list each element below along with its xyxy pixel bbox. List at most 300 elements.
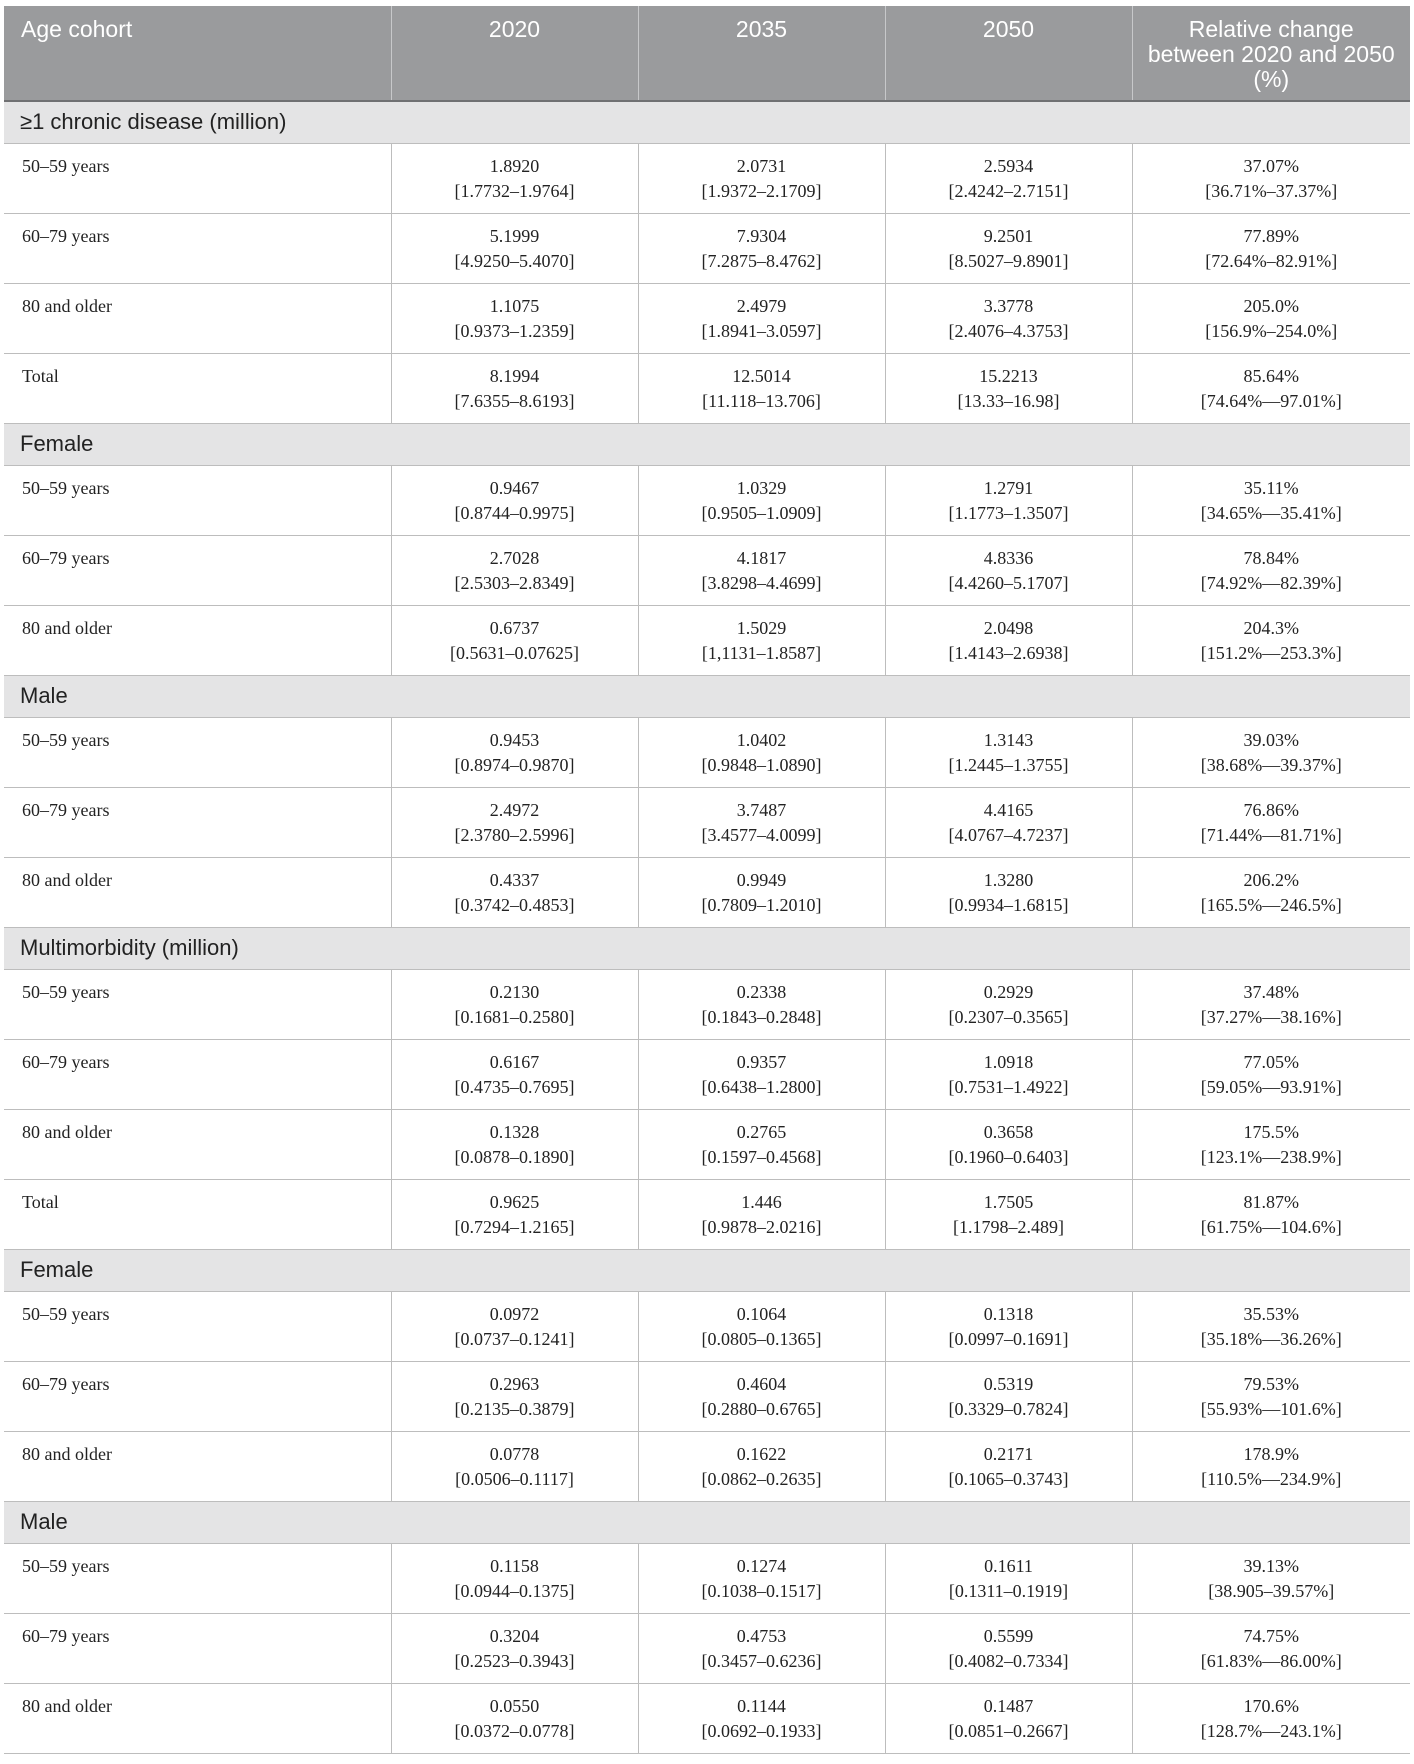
value-2020-estimate: 0.2130 bbox=[489, 981, 540, 1002]
value-2020-interval: [1.7732–1.9764] bbox=[454, 180, 575, 201]
value-2020-estimate: 0.1158 bbox=[490, 1555, 539, 1576]
value-2035-estimate: 0.9949 bbox=[736, 869, 787, 890]
value-2020-estimate: 2.7028 bbox=[489, 547, 540, 568]
relative-change-cell bbox=[1132, 213, 1410, 283]
value-2035-estimate: 0.2765 bbox=[736, 1121, 787, 1142]
value-2035-estimate: 2.4979 bbox=[736, 295, 787, 316]
projection-table bbox=[4, 6, 1410, 1754]
value-2020-estimate: 5.1999 bbox=[489, 225, 540, 246]
table-row bbox=[4, 1039, 1410, 1109]
section-title: ≥1 chronic disease (million) bbox=[4, 101, 1410, 143]
relative-change-estimate: 39.03% bbox=[1243, 729, 1299, 750]
value-2020-cell bbox=[391, 969, 638, 1039]
relative-change-estimate: 175.5% bbox=[1243, 1121, 1299, 1142]
relative-change-cell bbox=[1132, 1039, 1410, 1109]
age-cohort-label: 80 and older bbox=[4, 857, 391, 927]
value-2035-estimate: 7.9304 bbox=[736, 225, 787, 246]
table-row bbox=[4, 605, 1410, 675]
age-cohort-label: Total bbox=[4, 353, 391, 423]
relative-change-estimate: 35.53% bbox=[1243, 1303, 1299, 1324]
value-2035-interval: [0.6438–1.2800] bbox=[701, 1076, 822, 1097]
value-2020-cell bbox=[391, 1613, 638, 1683]
table-row bbox=[4, 1613, 1410, 1683]
value-2020-cell bbox=[391, 535, 638, 605]
relative-change-cell bbox=[1132, 535, 1410, 605]
value-2035-cell bbox=[638, 465, 885, 535]
value-2050-interval: [0.1311–0.1919] bbox=[948, 1580, 1069, 1601]
value-2050-estimate: 1.3143 bbox=[983, 729, 1034, 750]
value-2050-cell bbox=[885, 213, 1132, 283]
value-2035-cell bbox=[638, 1179, 885, 1249]
relative-change-interval: [36.71%–37.37%] bbox=[1205, 180, 1338, 201]
relative-change-cell bbox=[1132, 1179, 1410, 1249]
value-2035-cell bbox=[638, 1109, 885, 1179]
relative-change-estimate: 37.07% bbox=[1243, 155, 1299, 176]
value-2035-cell bbox=[638, 143, 885, 213]
relative-change-interval: [38.68%—39.37%] bbox=[1200, 754, 1342, 775]
table-row bbox=[4, 717, 1410, 787]
relative-change-interval: [55.93%—101.6%] bbox=[1200, 1398, 1342, 1419]
age-cohort-label: 50–59 years bbox=[4, 969, 391, 1039]
value-2035-interval: [11.118–13.706] bbox=[702, 390, 821, 411]
relative-change-interval: [128.7%—243.1%] bbox=[1200, 1720, 1342, 1741]
value-2020-interval: [0.0878–0.1890] bbox=[454, 1146, 575, 1167]
age-cohort-label: 60–79 years bbox=[4, 1039, 391, 1109]
age-cohort-label: 80 and older bbox=[4, 1431, 391, 1501]
value-2020-interval: [0.8974–0.9870] bbox=[454, 754, 575, 775]
value-2050-interval: [1.4143–2.6938] bbox=[948, 642, 1069, 663]
header-2020: 2020 bbox=[391, 6, 638, 101]
value-2035-cell bbox=[638, 535, 885, 605]
value-2020-cell bbox=[391, 465, 638, 535]
relative-change-interval: [34.65%—35.41%] bbox=[1200, 502, 1342, 523]
relative-change-cell bbox=[1132, 353, 1410, 423]
relative-change-estimate: 74.75% bbox=[1243, 1625, 1299, 1646]
value-2035-estimate: 0.4604 bbox=[736, 1373, 787, 1394]
relative-change-estimate: 170.6% bbox=[1243, 1695, 1299, 1716]
relative-change-interval: [72.64%–82.91%] bbox=[1205, 250, 1338, 271]
value-2020-interval: [0.8744–0.9975] bbox=[454, 502, 575, 523]
value-2050-interval: [4.0767–4.7237] bbox=[948, 824, 1069, 845]
relative-change-estimate: 204.3% bbox=[1243, 617, 1299, 638]
table-header bbox=[4, 6, 1410, 101]
value-2050-interval: [8.5027–9.8901] bbox=[948, 250, 1069, 271]
value-2050-cell bbox=[885, 1179, 1132, 1249]
value-2035-interval: [3.8298–4.4699] bbox=[701, 572, 822, 593]
value-2050-estimate: 2.5934 bbox=[983, 155, 1034, 176]
table-row bbox=[4, 1291, 1410, 1361]
table-row bbox=[4, 969, 1410, 1039]
value-2020-estimate: 0.9453 bbox=[489, 729, 540, 750]
value-2050-interval: [0.2307–0.3565] bbox=[948, 1006, 1069, 1027]
value-2035-interval: [0.1597–0.4568] bbox=[701, 1146, 822, 1167]
value-2035-cell bbox=[638, 213, 885, 283]
table-row bbox=[4, 787, 1410, 857]
value-2035-interval: [0.7809–1.2010] bbox=[701, 894, 822, 915]
value-2035-cell bbox=[638, 353, 885, 423]
value-2035-interval: [0.1038–0.1517] bbox=[701, 1580, 822, 1601]
value-2050-estimate: 2.0498 bbox=[983, 617, 1034, 638]
value-2020-estimate: 8.1994 bbox=[489, 365, 540, 386]
value-2035-estimate: 0.1274 bbox=[736, 1555, 787, 1576]
value-2050-estimate: 1.3280 bbox=[983, 869, 1034, 890]
relative-change-interval: [151.2%—253.3%] bbox=[1200, 642, 1342, 663]
age-cohort-label: 60–79 years bbox=[4, 787, 391, 857]
relative-change-cell bbox=[1132, 857, 1410, 927]
value-2035-estimate: 0.9357 bbox=[736, 1051, 787, 1072]
value-2020-estimate: 0.1328 bbox=[489, 1121, 540, 1142]
value-2020-cell bbox=[391, 605, 638, 675]
value-2020-interval: [0.9373–1.2359] bbox=[454, 320, 575, 341]
value-2050-interval: [13.33–16.98] bbox=[957, 390, 1060, 411]
value-2020-estimate: 0.0778 bbox=[489, 1443, 540, 1464]
relative-change-cell bbox=[1132, 1361, 1410, 1431]
value-2035-cell bbox=[638, 969, 885, 1039]
value-2035-interval: [0.1843–0.2848] bbox=[701, 1006, 822, 1027]
value-2035-cell bbox=[638, 1361, 885, 1431]
value-2050-estimate: 0.1611 bbox=[984, 1555, 1033, 1576]
age-cohort-label: 50–59 years bbox=[4, 465, 391, 535]
value-2020-cell bbox=[391, 213, 638, 283]
table-row bbox=[4, 465, 1410, 535]
age-cohort-label: 50–59 years bbox=[4, 143, 391, 213]
value-2035-interval: [1,1131–1.8587] bbox=[701, 642, 822, 663]
value-2035-estimate: 0.4753 bbox=[736, 1625, 787, 1646]
value-2035-estimate: 0.2338 bbox=[736, 981, 787, 1002]
value-2020-estimate: 0.6737 bbox=[489, 617, 540, 638]
relative-change-interval: [71.44%—81.71%] bbox=[1200, 824, 1342, 845]
value-2020-interval: [0.5631–0.07625] bbox=[450, 642, 579, 663]
relative-change-interval: [38.905–39.57%] bbox=[1208, 1580, 1335, 1601]
value-2035-cell bbox=[638, 1431, 885, 1501]
value-2035-estimate: 0.1622 bbox=[736, 1443, 787, 1464]
value-2050-estimate: 0.2171 bbox=[983, 1443, 1034, 1464]
value-2020-interval: [2.3780–2.5996] bbox=[454, 824, 575, 845]
value-2035-estimate: 12.5014 bbox=[732, 365, 791, 386]
value-2020-estimate: 2.4972 bbox=[489, 799, 540, 820]
value-2050-interval: [1.2445–1.3755] bbox=[948, 754, 1069, 775]
header-row bbox=[4, 6, 1410, 101]
table-row bbox=[4, 283, 1410, 353]
table-row bbox=[4, 1683, 1410, 1753]
value-2050-cell bbox=[885, 969, 1132, 1039]
relative-change-estimate: 205.0% bbox=[1243, 295, 1299, 316]
age-cohort-label: 50–59 years bbox=[4, 717, 391, 787]
relative-change-estimate: 81.87% bbox=[1243, 1191, 1299, 1212]
relative-change-cell bbox=[1132, 283, 1410, 353]
value-2035-estimate: 1.446 bbox=[741, 1191, 782, 1212]
section-header-row bbox=[4, 423, 1410, 465]
section-title: Female bbox=[4, 423, 1410, 465]
age-cohort-label: 50–59 years bbox=[4, 1291, 391, 1361]
value-2035-cell bbox=[638, 857, 885, 927]
value-2035-estimate: 1.0329 bbox=[736, 477, 787, 498]
value-2035-interval: [1.9372–2.1709] bbox=[701, 180, 822, 201]
relative-change-estimate: 77.89% bbox=[1243, 225, 1299, 246]
value-2035-cell bbox=[638, 717, 885, 787]
value-2020-cell bbox=[391, 857, 638, 927]
value-2020-interval: [0.7294–1.2165] bbox=[454, 1216, 575, 1237]
value-2050-cell bbox=[885, 1683, 1132, 1753]
relative-change-estimate: 39.13% bbox=[1243, 1555, 1299, 1576]
value-2035-estimate: 3.7487 bbox=[736, 799, 787, 820]
value-2050-estimate: 4.8336 bbox=[983, 547, 1034, 568]
value-2050-cell bbox=[885, 353, 1132, 423]
value-2050-estimate: 0.1487 bbox=[983, 1695, 1034, 1716]
value-2050-interval: [4.4260–5.1707] bbox=[948, 572, 1069, 593]
relative-change-cell bbox=[1132, 1291, 1410, 1361]
value-2020-estimate: 0.4337 bbox=[489, 869, 540, 890]
relative-change-estimate: 76.86% bbox=[1243, 799, 1299, 820]
header-2050: 2050 bbox=[885, 6, 1132, 101]
relative-change-cell bbox=[1132, 465, 1410, 535]
value-2020-interval: [0.3742–0.4853] bbox=[454, 894, 575, 915]
value-2020-cell bbox=[391, 1543, 638, 1613]
value-2035-interval: [0.0805–0.1365] bbox=[701, 1328, 822, 1349]
value-2050-cell bbox=[885, 787, 1132, 857]
value-2050-interval: [0.0997–0.1691] bbox=[948, 1328, 1069, 1349]
relative-change-cell bbox=[1132, 605, 1410, 675]
value-2035-interval: [7.2875–8.4762] bbox=[701, 250, 822, 271]
value-2050-estimate: 4.4165 bbox=[983, 799, 1034, 820]
age-cohort-label: 80 and older bbox=[4, 1683, 391, 1753]
relative-change-cell bbox=[1132, 717, 1410, 787]
value-2035-interval: [0.2880–0.6765] bbox=[701, 1398, 822, 1419]
table-row bbox=[4, 143, 1410, 213]
value-2020-estimate: 0.9467 bbox=[489, 477, 540, 498]
value-2050-interval: [0.3329–0.7824] bbox=[948, 1398, 1069, 1419]
value-2050-cell bbox=[885, 1361, 1132, 1431]
relative-change-cell bbox=[1132, 787, 1410, 857]
relative-change-estimate: 78.84% bbox=[1243, 547, 1299, 568]
value-2035-estimate: 0.1064 bbox=[736, 1303, 787, 1324]
value-2035-interval: [0.0862–0.2635] bbox=[701, 1468, 822, 1489]
value-2050-estimate: 1.2791 bbox=[983, 477, 1034, 498]
relative-change-interval: [59.05%—93.91%] bbox=[1200, 1076, 1342, 1097]
section-title: Female bbox=[4, 1249, 1410, 1291]
value-2020-estimate: 1.8920 bbox=[489, 155, 540, 176]
value-2020-interval: [4.9250–5.4070] bbox=[454, 250, 575, 271]
section-title: Male bbox=[4, 675, 1410, 717]
value-2035-interval: [0.9878–2.0216] bbox=[701, 1216, 822, 1237]
relative-change-interval: [35.18%—36.26%] bbox=[1200, 1328, 1342, 1349]
relative-change-estimate: 77.05% bbox=[1243, 1051, 1299, 1072]
value-2020-interval: [0.0506–0.1117] bbox=[455, 1468, 574, 1489]
section-header-row bbox=[4, 1249, 1410, 1291]
value-2020-estimate: 0.9625 bbox=[489, 1191, 540, 1212]
value-2020-interval: [0.0944–0.1375] bbox=[454, 1580, 575, 1601]
value-2020-estimate: 0.2963 bbox=[489, 1373, 540, 1394]
value-2050-interval: [0.0851–0.2667] bbox=[948, 1720, 1069, 1741]
value-2050-cell bbox=[885, 1039, 1132, 1109]
relative-change-cell bbox=[1132, 1683, 1410, 1753]
value-2035-interval: [0.0692–0.1933] bbox=[701, 1720, 822, 1741]
value-2050-estimate: 15.2213 bbox=[979, 365, 1038, 386]
value-2035-estimate: 1.5029 bbox=[736, 617, 787, 638]
relative-change-cell bbox=[1132, 969, 1410, 1039]
section-title: Multimorbidity (million) bbox=[4, 927, 1410, 969]
value-2035-cell bbox=[638, 1039, 885, 1109]
value-2035-estimate: 4.1817 bbox=[736, 547, 787, 568]
relative-change-interval: [74.64%—97.01%] bbox=[1200, 390, 1342, 411]
value-2020-cell bbox=[391, 143, 638, 213]
value-2050-cell bbox=[885, 605, 1132, 675]
value-2020-interval: [0.2135–0.3879] bbox=[454, 1398, 575, 1419]
value-2020-interval: [0.0372–0.0778] bbox=[454, 1720, 575, 1741]
section-header-row bbox=[4, 675, 1410, 717]
value-2050-estimate: 1.0918 bbox=[983, 1051, 1034, 1072]
value-2050-estimate: 0.2929 bbox=[983, 981, 1034, 1002]
age-cohort-label: 60–79 years bbox=[4, 1613, 391, 1683]
table-row bbox=[4, 1361, 1410, 1431]
value-2035-cell bbox=[638, 605, 885, 675]
relative-change-interval: [37.27%—38.16%] bbox=[1200, 1006, 1342, 1027]
section-title: Male bbox=[4, 1501, 1410, 1543]
value-2020-cell bbox=[391, 1361, 638, 1431]
value-2020-cell bbox=[391, 1431, 638, 1501]
value-2020-cell bbox=[391, 283, 638, 353]
table-row bbox=[4, 213, 1410, 283]
relative-change-interval: [110.5%—234.9%] bbox=[1201, 1468, 1342, 1489]
age-cohort-label: Total bbox=[4, 1179, 391, 1249]
table-row bbox=[4, 353, 1410, 423]
relative-change-interval: [61.83%—86.00%] bbox=[1200, 1650, 1342, 1671]
value-2020-cell bbox=[391, 717, 638, 787]
value-2020-cell bbox=[391, 1039, 638, 1109]
value-2050-cell bbox=[885, 1291, 1132, 1361]
value-2035-interval: [1.8941–3.0597] bbox=[701, 320, 822, 341]
value-2035-interval: [0.3457–0.6236] bbox=[701, 1650, 822, 1671]
value-2035-cell bbox=[638, 283, 885, 353]
relative-change-estimate: 206.2% bbox=[1243, 869, 1299, 890]
value-2050-cell bbox=[885, 283, 1132, 353]
value-2020-interval: [0.0737–0.1241] bbox=[454, 1328, 575, 1349]
age-cohort-label: 50–59 years bbox=[4, 1543, 391, 1613]
relative-change-estimate: 178.9% bbox=[1243, 1443, 1299, 1464]
value-2020-estimate: 1.1075 bbox=[489, 295, 540, 316]
value-2050-estimate: 0.5319 bbox=[983, 1373, 1034, 1394]
value-2035-estimate: 0.1144 bbox=[737, 1695, 786, 1716]
value-2050-cell bbox=[885, 717, 1132, 787]
relative-change-interval: [123.1%—238.9%] bbox=[1200, 1146, 1342, 1167]
relative-change-estimate: 37.48% bbox=[1243, 981, 1299, 1002]
value-2020-estimate: 0.6167 bbox=[489, 1051, 540, 1072]
value-2050-interval: [0.1960–0.6403] bbox=[948, 1146, 1069, 1167]
value-2035-estimate: 1.0402 bbox=[736, 729, 787, 750]
value-2035-cell bbox=[638, 1291, 885, 1361]
value-2050-interval: [2.4242–2.7151] bbox=[948, 180, 1069, 201]
table-row bbox=[4, 857, 1410, 927]
value-2020-cell bbox=[391, 1683, 638, 1753]
age-cohort-label: 80 and older bbox=[4, 1109, 391, 1179]
value-2035-interval: [0.9505–1.0909] bbox=[701, 502, 822, 523]
value-2050-estimate: 0.3658 bbox=[983, 1121, 1034, 1142]
value-2020-cell bbox=[391, 353, 638, 423]
relative-change-estimate: 79.53% bbox=[1243, 1373, 1299, 1394]
relative-change-cell bbox=[1132, 1613, 1410, 1683]
value-2020-interval: [0.2523–0.3943] bbox=[454, 1650, 575, 1671]
value-2050-interval: [2.4076–4.3753] bbox=[948, 320, 1069, 341]
value-2050-cell bbox=[885, 535, 1132, 605]
relative-change-interval: [165.5%—246.5%] bbox=[1200, 894, 1342, 915]
relative-change-estimate: 35.11% bbox=[1243, 477, 1299, 498]
value-2020-interval: [2.5303–2.8349] bbox=[454, 572, 575, 593]
header-2035: 2035 bbox=[638, 6, 885, 101]
value-2020-cell bbox=[391, 1291, 638, 1361]
header-relative-change: Relative change between 2020 and 2050 (%) bbox=[1132, 6, 1410, 101]
age-cohort-label: 80 and older bbox=[4, 605, 391, 675]
table-row bbox=[4, 535, 1410, 605]
value-2050-estimate: 0.5599 bbox=[983, 1625, 1034, 1646]
value-2050-interval: [0.7531–1.4922] bbox=[948, 1076, 1069, 1097]
value-2050-cell bbox=[885, 1613, 1132, 1683]
value-2050-estimate: 0.1318 bbox=[983, 1303, 1034, 1324]
value-2035-cell bbox=[638, 1613, 885, 1683]
value-2035-cell bbox=[638, 1543, 885, 1613]
value-2050-cell bbox=[885, 1109, 1132, 1179]
value-2035-interval: [3.4577–4.0099] bbox=[701, 824, 822, 845]
section-header-row bbox=[4, 1501, 1410, 1543]
table-row bbox=[4, 1543, 1410, 1613]
value-2050-cell bbox=[885, 1431, 1132, 1501]
value-2035-cell bbox=[638, 1683, 885, 1753]
relative-change-cell bbox=[1132, 143, 1410, 213]
section-header-row bbox=[4, 101, 1410, 143]
value-2020-cell bbox=[391, 1179, 638, 1249]
value-2020-cell bbox=[391, 1109, 638, 1179]
relative-change-estimate: 85.64% bbox=[1243, 365, 1299, 386]
value-2020-estimate: 0.0550 bbox=[489, 1695, 540, 1716]
value-2020-cell bbox=[391, 787, 638, 857]
value-2050-interval: [1.1798–2.489] bbox=[953, 1216, 1064, 1237]
value-2050-interval: [1.1773–1.3507] bbox=[948, 502, 1069, 523]
relative-change-cell bbox=[1132, 1109, 1410, 1179]
value-2050-cell bbox=[885, 1543, 1132, 1613]
age-cohort-label: 60–79 years bbox=[4, 1361, 391, 1431]
value-2050-estimate: 9.2501 bbox=[983, 225, 1034, 246]
relative-change-interval: [156.9%–254.0%] bbox=[1205, 320, 1338, 341]
age-cohort-label: 60–79 years bbox=[4, 535, 391, 605]
value-2020-estimate: 0.0972 bbox=[489, 1303, 540, 1324]
value-2050-interval: [0.9934–1.6815] bbox=[948, 894, 1069, 915]
value-2035-interval: [0.9848–1.0890] bbox=[701, 754, 822, 775]
value-2020-estimate: 0.3204 bbox=[489, 1625, 540, 1646]
value-2035-estimate: 2.0731 bbox=[736, 155, 787, 176]
value-2050-estimate: 3.3778 bbox=[983, 295, 1034, 316]
relative-change-cell bbox=[1132, 1431, 1410, 1501]
value-2020-interval: [0.4735–0.7695] bbox=[454, 1076, 575, 1097]
value-2035-cell bbox=[638, 787, 885, 857]
value-2050-cell bbox=[885, 465, 1132, 535]
age-cohort-label: 80 and older bbox=[4, 283, 391, 353]
relative-change-interval: [74.92%—82.39%] bbox=[1200, 572, 1342, 593]
table-row bbox=[4, 1109, 1410, 1179]
relative-change-interval: [61.75%—104.6%] bbox=[1200, 1216, 1342, 1237]
table-body bbox=[4, 101, 1410, 1753]
table-row bbox=[4, 1431, 1410, 1501]
value-2050-cell bbox=[885, 857, 1132, 927]
value-2050-interval: [0.4082–0.7334] bbox=[948, 1650, 1069, 1671]
value-2050-interval: [0.1065–0.3743] bbox=[948, 1468, 1069, 1489]
section-header-row bbox=[4, 927, 1410, 969]
value-2050-cell bbox=[885, 143, 1132, 213]
value-2050-estimate: 1.7505 bbox=[983, 1191, 1034, 1212]
table-row bbox=[4, 1179, 1410, 1249]
age-cohort-label: 60–79 years bbox=[4, 213, 391, 283]
header-age-cohort: Age cohort bbox=[4, 6, 391, 101]
relative-change-cell bbox=[1132, 1543, 1410, 1613]
value-2020-interval: [7.6355–8.6193] bbox=[454, 390, 575, 411]
